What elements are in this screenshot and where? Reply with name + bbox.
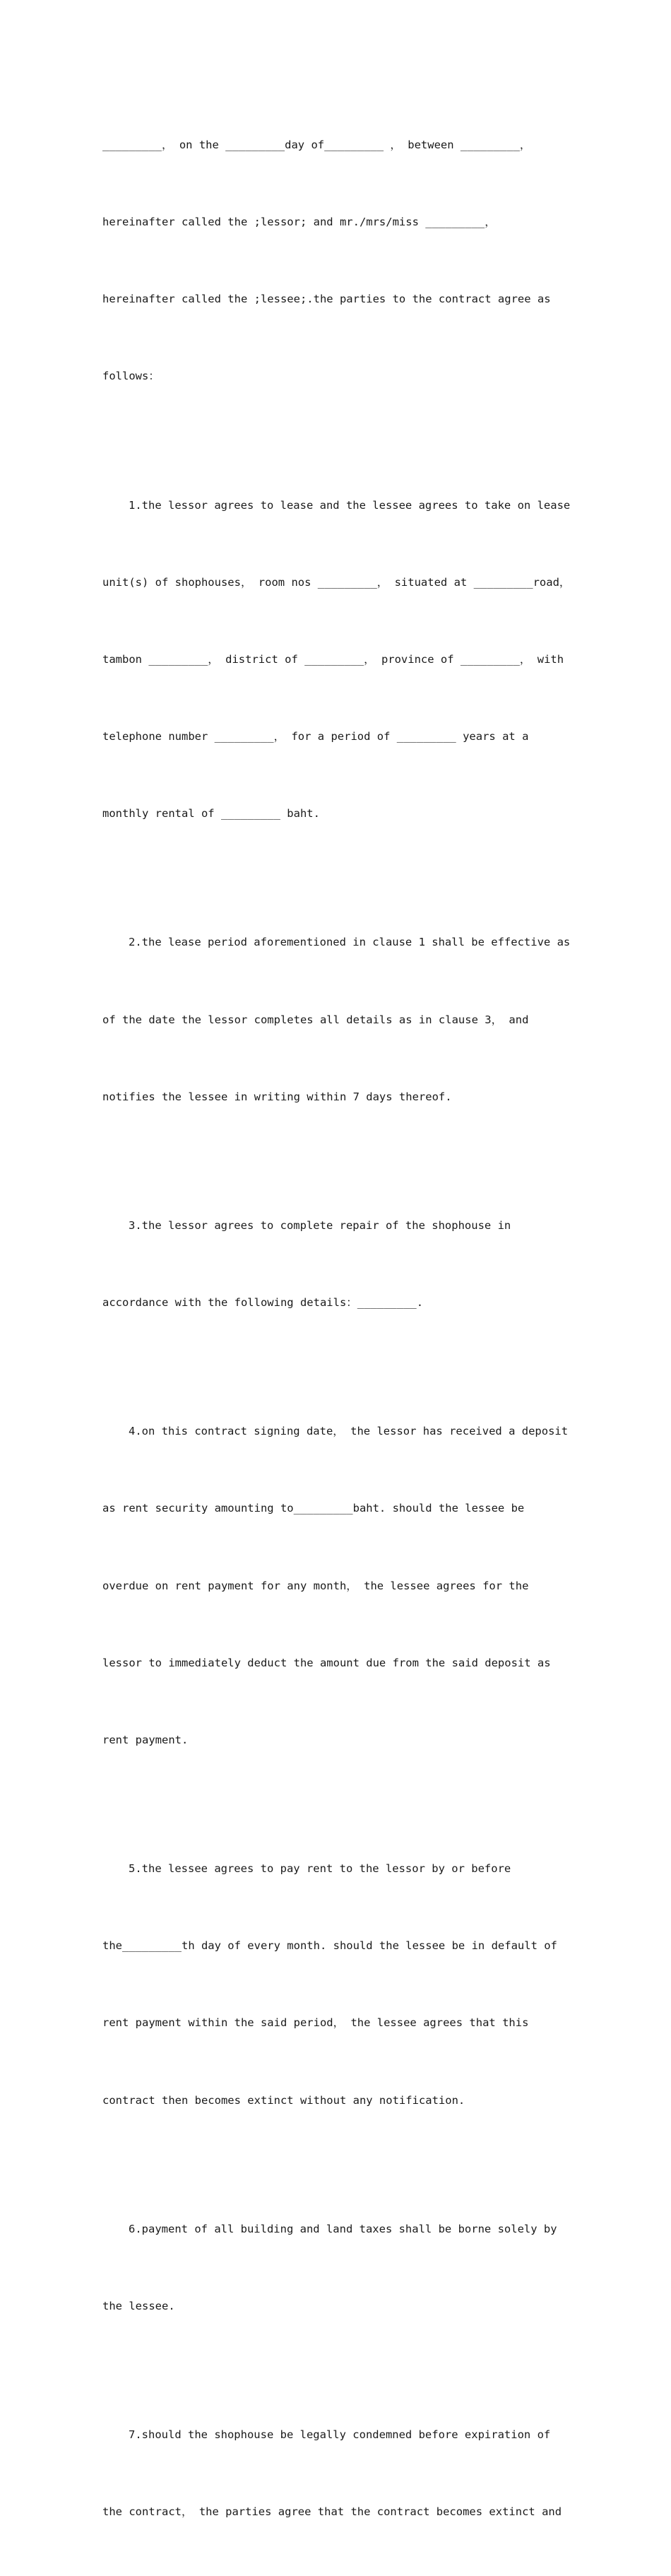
clause-5: [102, 1804, 577, 2165]
text-line: 7.should the shophouse be legally condemned before expiration of: [129, 2428, 551, 2441]
text-line: the_________th day of every month. should the lessee be in default of: [102, 1939, 557, 1953]
document-body: [102, 81, 577, 2576]
text-line: _________， on the _________day of_________ ， between _________，: [102, 138, 531, 151]
text-line: overdue on rent payment for any month， the lessee agrees for the: [102, 1579, 529, 1592]
text-line: unit(s) of shophouses， room nos _________， situated at _________road，: [102, 575, 571, 589]
text-line: lessor to immediately deduct the amount due from the said deposit as: [102, 1656, 551, 1669]
text-line: monthly rental of _________ baht.: [102, 807, 320, 821]
text-line: hereinafter called the ;lessor; and mr./mrs/miss _________，: [102, 216, 496, 229]
text-line: notifies the lessee in writing within 7 days thereof.: [102, 1090, 452, 1103]
clause-7: [102, 2370, 577, 2576]
text-line: follows：: [102, 370, 160, 383]
text-line: hereinafter called the ;lessee;.the parties to the contract agree as: [102, 293, 551, 306]
text-line: 6.payment of all building and land taxes shall be borne solely by: [129, 2222, 557, 2235]
text-line: the lessee.: [102, 2299, 175, 2312]
text-line: as rent security amounting to_________baht. should the lessee be: [102, 1502, 525, 1515]
clause-2: [102, 878, 577, 1161]
text-line: 4.on this contract signing date， the lessor has received a deposit: [129, 1425, 569, 1438]
text-line: the contract， the parties agree that the contract becomes extinct and: [102, 2505, 562, 2519]
text-line: contract then becomes extinct without any notification.: [102, 2093, 465, 2107]
clause-1: [102, 441, 577, 878]
clause-6: [102, 2165, 577, 2370]
text-line: 1.the lessor agrees to lease and the lessee agrees to take on lease: [129, 498, 571, 512]
text-line: tambon _________， district of _________， province of _________， with: [102, 652, 564, 666]
text-line: 3.the lessor agrees to complete repair of the shophouse in: [129, 1218, 511, 1232]
text-line: 5.the lessee agrees to pay rent to the lessor by or before: [129, 1862, 511, 1876]
text-line: rent payment within the said period， the lessee agrees that this: [102, 2016, 529, 2030]
contract-preamble: [102, 81, 577, 441]
clause-4: [102, 1367, 577, 1804]
text-line: rent payment.: [102, 1734, 189, 1746]
text-line: of the date the lessor completes all details as in clause 3， and: [102, 1013, 529, 1026]
clause-3: [102, 1161, 577, 1367]
text-line: accordance with the following details：_________.: [102, 1296, 424, 1310]
text-line: telephone number _________， for a period of _________ years at a: [102, 730, 529, 743]
text-line: 2.the lease period aforementioned in clause 1 shall be effective as: [129, 936, 571, 949]
